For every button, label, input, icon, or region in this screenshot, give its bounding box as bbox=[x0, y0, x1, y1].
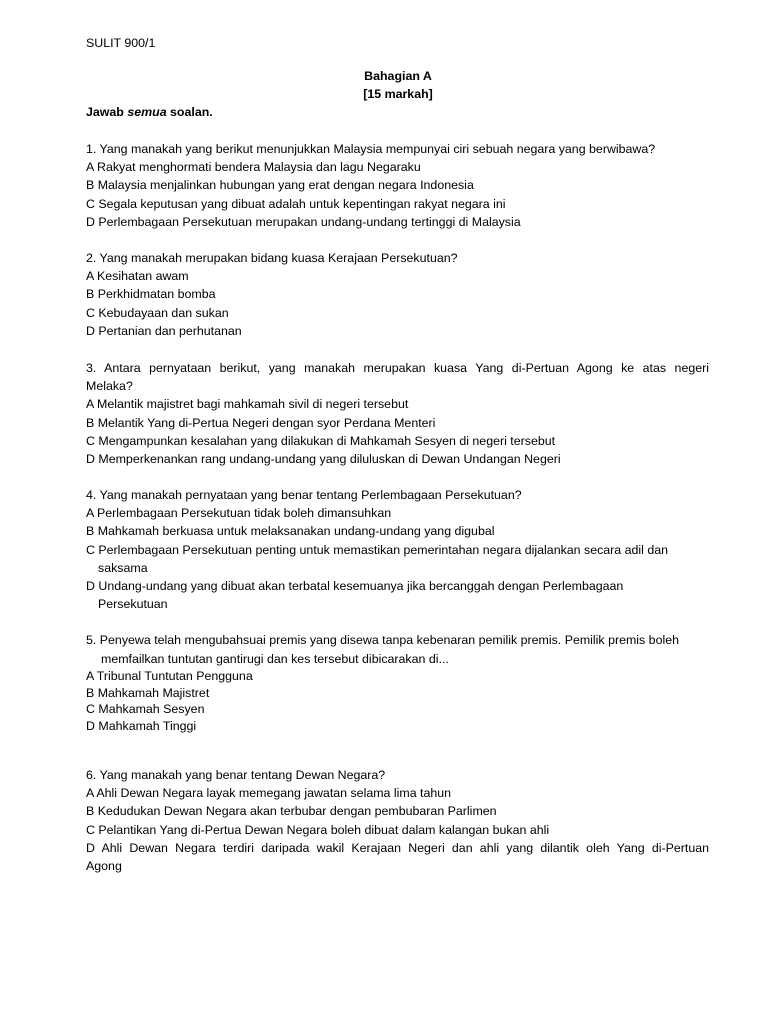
question-stem-line-2: memfailkan tuntutan gantirugi dan kes tersebut dibicarakan di... bbox=[101, 651, 449, 666]
question-6 bbox=[86, 766, 709, 875]
section-marks: [15 markah] bbox=[363, 87, 433, 102]
option-b: B Malaysia menjalinkan hubungan yang erat dengan negara Indonesia bbox=[86, 178, 474, 193]
question-4 bbox=[86, 486, 709, 613]
option-c: C Mahkamah Sesyen bbox=[86, 702, 205, 716]
question-5 bbox=[86, 631, 709, 734]
instruction-after: soalan. bbox=[166, 105, 213, 119]
option-d-continuation: Agong bbox=[86, 859, 122, 874]
option-a: A Rakyat menghormati bendera Malaysia dan lagu Negaraku bbox=[86, 160, 421, 175]
option-c: C Mengampunkan kesalahan yang dilakukan di Mahkamah Sesyen di negeri tersebut bbox=[86, 433, 556, 448]
instruction-before: Jawab bbox=[86, 105, 128, 119]
option-b: B Mahkamah berkuasa untuk melaksanakan undang-undang yang digubal bbox=[86, 524, 495, 539]
instruction bbox=[86, 103, 213, 121]
option-c: C Segala keputusan yang dibuat adalah untuk kepentingan rakyat negara ini bbox=[86, 196, 506, 211]
option-c: C Perlembagaan Persekutuan penting untuk memastikan pemerintahan negara dijalankan secara adil dan bbox=[86, 542, 669, 557]
section-heading bbox=[0, 67, 768, 103]
question-stem: 6. Yang manakah yang benar tentang Dewan Negara? bbox=[86, 768, 386, 782]
question-stem-line-2: Melaka? bbox=[86, 379, 133, 394]
option-b: B Mahkamah Majistret bbox=[86, 685, 210, 700]
option-a: A Kesihatan awam bbox=[86, 269, 189, 284]
option-a: A Perlembagaan Persekutuan tidak boleh dimansuhkan bbox=[86, 506, 392, 521]
instruction-emphasis: semua bbox=[127, 105, 167, 119]
option-b: B Perkhidmatan bomba bbox=[86, 287, 216, 302]
option-c-continuation: saksama bbox=[98, 560, 148, 575]
question-stem: 2. Yang manakah merupakan bidang kuasa Kerajaan Persekutuan? bbox=[86, 251, 458, 265]
option-d: D Pertanian dan perhutanan bbox=[86, 323, 242, 338]
option-b: B Melantik Yang di-Pertua Negeri dengan syor Perdana Menteri bbox=[86, 415, 436, 430]
question-1 bbox=[86, 140, 709, 231]
option-d: D Perlembagaan Persekutuan merupakan undang-undang tertinggi di Malaysia bbox=[86, 214, 521, 229]
option-d: D Mahkamah Tinggi bbox=[86, 718, 197, 733]
option-c: C Pelantikan Yang di-Pertua Dewan Negara boleh dibuat dalam kalangan bukan ahli bbox=[86, 822, 550, 837]
question-stem-line-1: 5. Penyewa telah mengubahsuai premis yang disewa tanpa kebenaran pemilik premis. Pemilik premis boleh bbox=[86, 633, 680, 647]
question-stem: 1. Yang manakah yang berikut menunjukkan Malaysia mempunyai ciri sebuah negara yang berwibawa? bbox=[86, 142, 656, 156]
option-a: A Tribunal Tuntutan Pengguna bbox=[86, 669, 253, 683]
section-title: Bahagian A bbox=[364, 69, 432, 83]
question-2 bbox=[86, 249, 709, 340]
question-stem-line-1: 3. Antara pernyataan berikut, yang manakah merupakan kuasa Yang di-Pertuan Agong ke atas negeri bbox=[86, 361, 709, 375]
option-d-continuation: Persekutuan bbox=[98, 597, 168, 612]
option-d: D Memperkenankan rang undang-undang yang diluluskan di Dewan Undangan Negeri bbox=[86, 452, 561, 467]
option-d: D Undang-undang yang dibuat akan terbatal kesemuanya jika bercanggah dengan Perlembagaan bbox=[86, 579, 624, 594]
option-a: A Ahli Dewan Negara layak memegang jawatan selama lima tahun bbox=[86, 786, 452, 801]
option-a: A Melantik majistret bagi mahkamah sivil di negeri tersebut bbox=[86, 397, 409, 412]
question-stem: 4. Yang manakah pernyataan yang benar tentang Perlembagaan Persekutuan? bbox=[86, 488, 522, 502]
option-c: C Kebudayaan dan sukan bbox=[86, 305, 229, 320]
question-3 bbox=[86, 359, 709, 468]
paper-code: SULIT 900/1 bbox=[86, 36, 156, 50]
option-d: D Ahli Dewan Negara terdiri daripada wakil Kerajaan Negeri dan ahli yang dilantik oleh Yang di-Pertuan bbox=[86, 840, 709, 855]
option-b: B Kedudukan Dewan Negara akan terbubar dengan pembubaran Parlimen bbox=[86, 804, 497, 819]
